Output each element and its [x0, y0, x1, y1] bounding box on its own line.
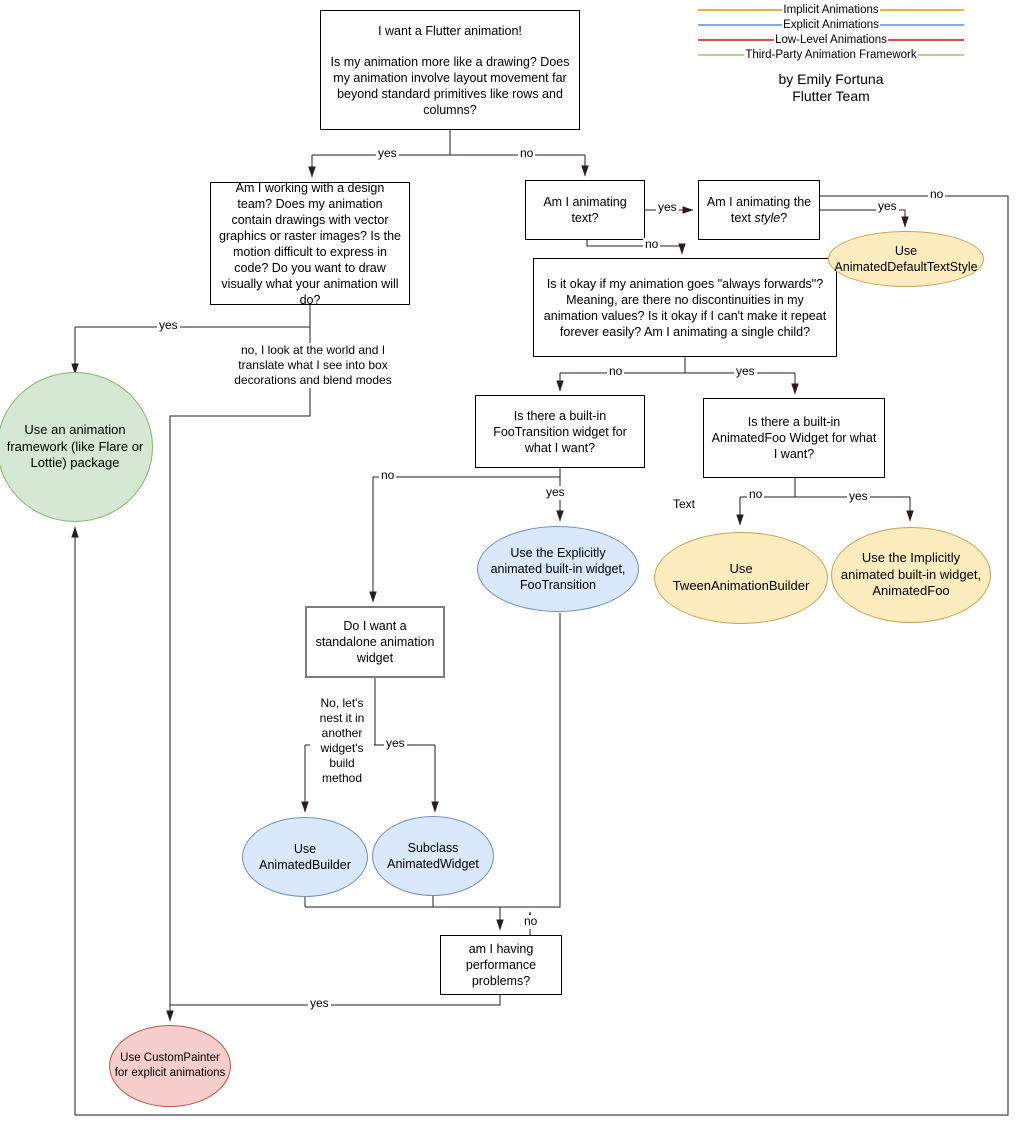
third-party-color-line — [918, 54, 964, 56]
start-question: Is my animation more like a drawing? Does my animation involve layout movement far beyond standard primitives like rows and columns? — [330, 54, 570, 117]
decision-standalone-widget: Do I want a standalone animation widget — [305, 606, 445, 678]
edge-label-text-yes: yes — [658, 200, 677, 214]
low-level-color-line — [698, 39, 774, 41]
decision-start — [320, 10, 580, 130]
result-custom-painter: Use CustomPainter for explicit animations — [109, 1025, 231, 1107]
result-animated-builder: Use AnimatedBuilder — [242, 817, 368, 897]
legend-item-third-party — [698, 47, 964, 62]
edge-label-afoo-yes: yes — [849, 489, 868, 503]
decision-text-style — [698, 180, 820, 240]
low-level-color-line — [888, 39, 964, 41]
author-credit — [698, 71, 964, 105]
edge-label-forwards-yes: yes — [736, 364, 755, 378]
edge-label-start-no: no — [520, 146, 534, 160]
edge-label-afoo-no: no — [749, 487, 763, 501]
edge-label-stray-text: Text — [673, 497, 696, 511]
legend-label: Low-Level Animations — [775, 33, 887, 46]
credit-team: Flutter Team — [792, 87, 870, 104]
decision-design-team: Am I working with a design team? Does my animation contain drawings with vector graphics or raster images? Is the motion difficult to express in code? Do you want to draw visually what your animation will do? — [210, 182, 410, 305]
result-animation-framework: Use an animation framework (like Flare or Lottie) package — [0, 372, 153, 522]
edge-label-design-yes: yes — [159, 318, 178, 332]
legend-label: Third-Party Animation Framework — [745, 48, 917, 61]
third-party-color-line — [698, 54, 744, 56]
decision-always-forwards: Is it okay if my animation goes "always forwards"? Meaning, are there no discontinuities in my animation values? Is it okay if I can't make it repeat forever easily? Am I animating a single child? — [533, 258, 837, 357]
explicit-color-line — [880, 24, 964, 26]
text-style-suffix: ? — [780, 211, 788, 225]
legend-item-implicit — [698, 2, 964, 17]
implicit-color-line — [698, 9, 782, 11]
edge-label-perf-yes: yes — [310, 996, 329, 1010]
result-footransition: Use the Explicitly animated built-in widget, FooTransition — [477, 526, 639, 612]
legend — [698, 2, 964, 105]
edge-label-text-no: no — [645, 237, 659, 251]
result-tween-animation-builder: Use TweenAnimationBuilder — [654, 532, 828, 624]
legend-item-explicit — [698, 17, 964, 32]
legend-label: Explicit Animations — [783, 18, 879, 31]
credit-byline: by Emily Fortuna — [778, 71, 884, 87]
edge-label-foot-yes: yes — [546, 485, 565, 499]
legend-item-low-level — [698, 32, 964, 47]
legend-label: Implicit Animations — [783, 3, 879, 16]
decision-footransition-builtin: Is there a built-in FooTransition widget for what I want? — [475, 395, 645, 468]
text-style-italic: style — [754, 211, 781, 225]
result-animated-default-text-style: Use AnimatedDefaultTextStyle — [828, 231, 984, 287]
explicit-color-line — [698, 24, 782, 26]
text-style-prefix: Am I animating the text — [706, 195, 812, 225]
decision-animating-text: Am I animating text? — [525, 180, 645, 240]
result-animatedfoo: Use the Implicitly animated built-in widget, AnimatedFoo — [831, 527, 991, 623]
edge-label-style-no: no — [930, 187, 944, 201]
implicit-color-line — [880, 9, 964, 11]
result-subclass-animated-widget: Subclass AnimatedWidget — [372, 816, 494, 896]
edge-label-perf-no: no — [524, 914, 538, 928]
edge-label-style-yes: yes — [878, 199, 897, 213]
edge-label-foot-no: no — [381, 468, 395, 482]
edge-label-standalone-yes: yes — [386, 736, 405, 750]
decision-performance: am I having performance problems? — [440, 935, 562, 995]
decision-animatedfoo-builtin: Is there a built-in AnimatedFoo Widget for what I want? — [703, 398, 885, 478]
start-title: I want a Flutter animation! — [378, 23, 522, 38]
edge-label-design-no: no, I look at the world and I translate what I see into box decorations and blend modes — [231, 343, 395, 388]
edge-label-forwards-no: no — [609, 364, 623, 378]
edge-label-standalone-no: No, let's nest it in another widget's build method — [310, 696, 374, 786]
edge-label-start-yes: yes — [378, 146, 397, 160]
